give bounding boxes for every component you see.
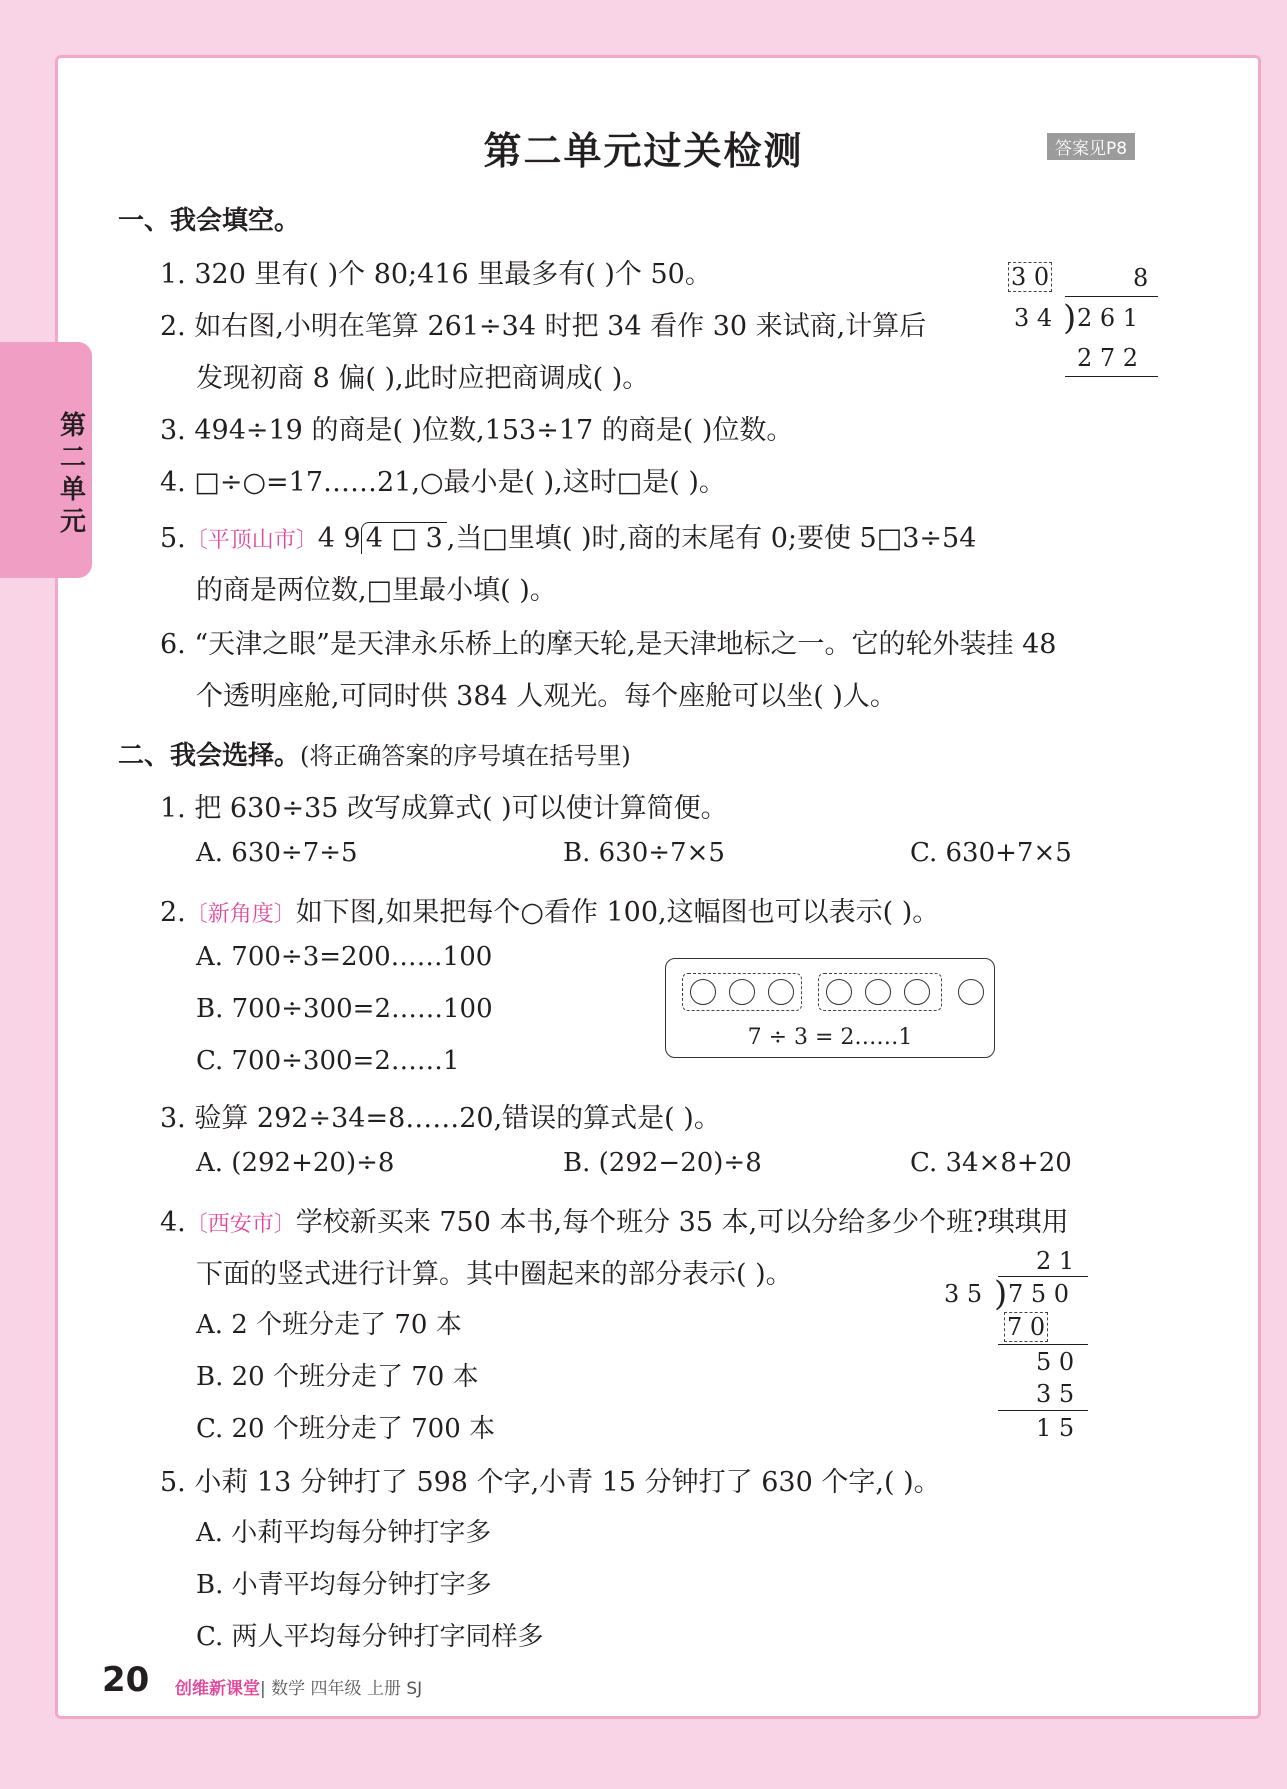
s2-question-4 [160, 1200, 1069, 1239]
ld1-product: 2 7 2 [1077, 344, 1139, 372]
s2-q4-number: 4. [160, 1207, 186, 1238]
s2-question-3: 3. 验算 292÷34=8……20,错误的算式是( )。 [160, 1103, 721, 1134]
s1-q5-divisor: 4 9 [317, 523, 361, 554]
s2-q2-number: 2. [160, 897, 186, 928]
ld2-circled-part: 7 0 [1004, 1312, 1048, 1342]
unit-side-tab-label: 第二单元 [59, 411, 86, 537]
s2-question-5: 5. 小莉 13 分钟打了 598 个字,小青 15 分钟打了 630 个字,( )。 [160, 1467, 941, 1498]
s1-q5-rest: ,当□里填( )时,商的末尾有 0;要使 5□3÷54 [446, 523, 977, 554]
section1-heading: 一、我会填空。 [118, 206, 301, 236]
ld1-bracket: ) [1063, 298, 1077, 338]
ld2-product-2: 3 5 [1036, 1380, 1075, 1408]
s1-question-6a: 6. “天津之眼”是天津永乐桥上的摩天轮,是天津地标之一。它的轮外装挂 48 [160, 629, 1057, 660]
footer-details: | 数学 四年级 上册 SJ [260, 1679, 423, 1699]
s1-question-3: 3. 494÷19 的商是( )位数,153÷17 的商是( )位数。 [160, 415, 794, 446]
ld2-bar [998, 1276, 1088, 1277]
ld1-bar [1065, 296, 1158, 297]
s2-q4-option-c: C. 20 个班分走了 700 本 [196, 1414, 496, 1444]
circle-icon [768, 979, 794, 1005]
s1-q5-number: 5. [160, 523, 186, 554]
s2-q4-text: 学校新买来 750 本书,每个班分 35 本,可以分给多少个班?琪琪用 [295, 1207, 1069, 1238]
s2-q1-option-a: A. 630÷7÷5 [196, 838, 358, 868]
s2-q4-option-a: A. 2 个班分走了 70 本 [196, 1310, 462, 1340]
ld1-quotient: 8 [1133, 264, 1149, 292]
footer-brand: 创维新课堂 [175, 1679, 260, 1699]
s1-q5-dividend: 4 □ 3 [361, 522, 447, 554]
ld2-remainder-1: 5 0 [1036, 1348, 1075, 1376]
s2-q2-option-a: A. 700÷3=200……100 [196, 942, 493, 972]
page-title: 第二单元过关检测 [483, 129, 804, 173]
s2-q5-option-c: C. 两人平均每分钟打字同样多 [196, 1622, 544, 1652]
circle-icon [904, 979, 930, 1005]
section2-note: (将正确答案的序号填在括号里) [300, 742, 631, 770]
section2-heading [118, 735, 631, 772]
ld2-quotient: 2 1 [1036, 1247, 1075, 1275]
s2-q5-option-a: A. 小莉平均每分钟打字多 [196, 1518, 492, 1548]
s1-question-6b: 个透明座舱,可同时供 384 人观光。每个座舱可以坐( )人。 [196, 681, 897, 712]
footer-info [175, 1674, 422, 1699]
circle-icon [826, 979, 852, 1005]
s2-q3-option-b: B. (292−20)÷8 [563, 1148, 762, 1178]
s1-question-1: 1. 320 里有( )个 80;416 里最多有( )个 50。 [160, 259, 712, 290]
s2-question-4b: 下面的竖式进行计算。其中圈起来的部分表示( )。 [196, 1259, 793, 1290]
section2-title: 二、我会选择。 [118, 741, 301, 771]
ld1-trial-quotient: 3 0 [1008, 262, 1052, 292]
ld1-dividend: 2 6 1 [1077, 304, 1139, 332]
s1-question-2b: 发现初商 8 偏( ),此时应把商调成( )。 [196, 363, 650, 394]
circle-icon [729, 979, 755, 1005]
s2-q1-option-c: C. 630+7×5 [910, 838, 1072, 868]
circle-icon [690, 979, 716, 1005]
ld1-line [1065, 376, 1158, 377]
s2-question-2 [160, 890, 939, 929]
s1-question-4: 4. □÷○=17……21,○最小是( ),这时□是( )。 [160, 467, 726, 498]
s1-q5-region-tag: 〔平顶山市〕 [185, 528, 318, 553]
s2-q2-text: 如下图,如果把每个○看作 100,这幅图也可以表示( )。 [295, 897, 940, 928]
s1-question-2a: 2. 如右图,小明在笔算 261÷34 时把 34 看作 30 来试商,计算后 [160, 311, 927, 342]
s2-q3-option-a: A. (292+20)÷8 [196, 1148, 395, 1178]
ld2-bracket: ) [994, 1274, 1008, 1314]
ld2-remainder-2: 1 5 [1036, 1414, 1075, 1442]
ld2-line-1 [998, 1344, 1088, 1345]
circle-icon [958, 979, 984, 1005]
s2-q2-tag: 〔新角度〕 [185, 902, 296, 927]
s2-question-1: 1. 把 630÷35 改写成算式( )可以使计算简便。 [160, 793, 728, 824]
answer-reference-badge: 答案见P8 [1047, 133, 1135, 160]
ld2-dividend: 7 5 0 [1008, 1280, 1070, 1308]
s2-q2-option-c: C. 700÷300=2……1 [196, 1046, 460, 1076]
s2-q2-option-b: B. 700÷300=2……100 [196, 994, 493, 1024]
ld2-line-2 [998, 1410, 1088, 1411]
page-number: 20 [102, 1660, 150, 1700]
circle-icon [865, 979, 891, 1005]
s1-question-5 [160, 516, 976, 555]
s2-q1-option-b: B. 630÷7×5 [563, 838, 725, 868]
ld2-divisor: 3 5 [944, 1280, 983, 1308]
ld1-divisor: 3 4 [1014, 304, 1053, 332]
s2-q5-option-b: B. 小青平均每分钟打字多 [196, 1570, 492, 1600]
s2-q4-option-b: B. 20 个班分走了 70 本 [196, 1362, 479, 1392]
s2-q3-option-c: C. 34×8+20 [910, 1148, 1072, 1178]
figure-caption: 7 ÷ 3 = 2……1 [747, 1025, 913, 1050]
s2-q4-tag: 〔西安市〕 [185, 1212, 296, 1237]
circle-grouping-figure [665, 958, 995, 1058]
s1-question-5b: 的商是两位数,□里最小填( )。 [196, 575, 557, 606]
